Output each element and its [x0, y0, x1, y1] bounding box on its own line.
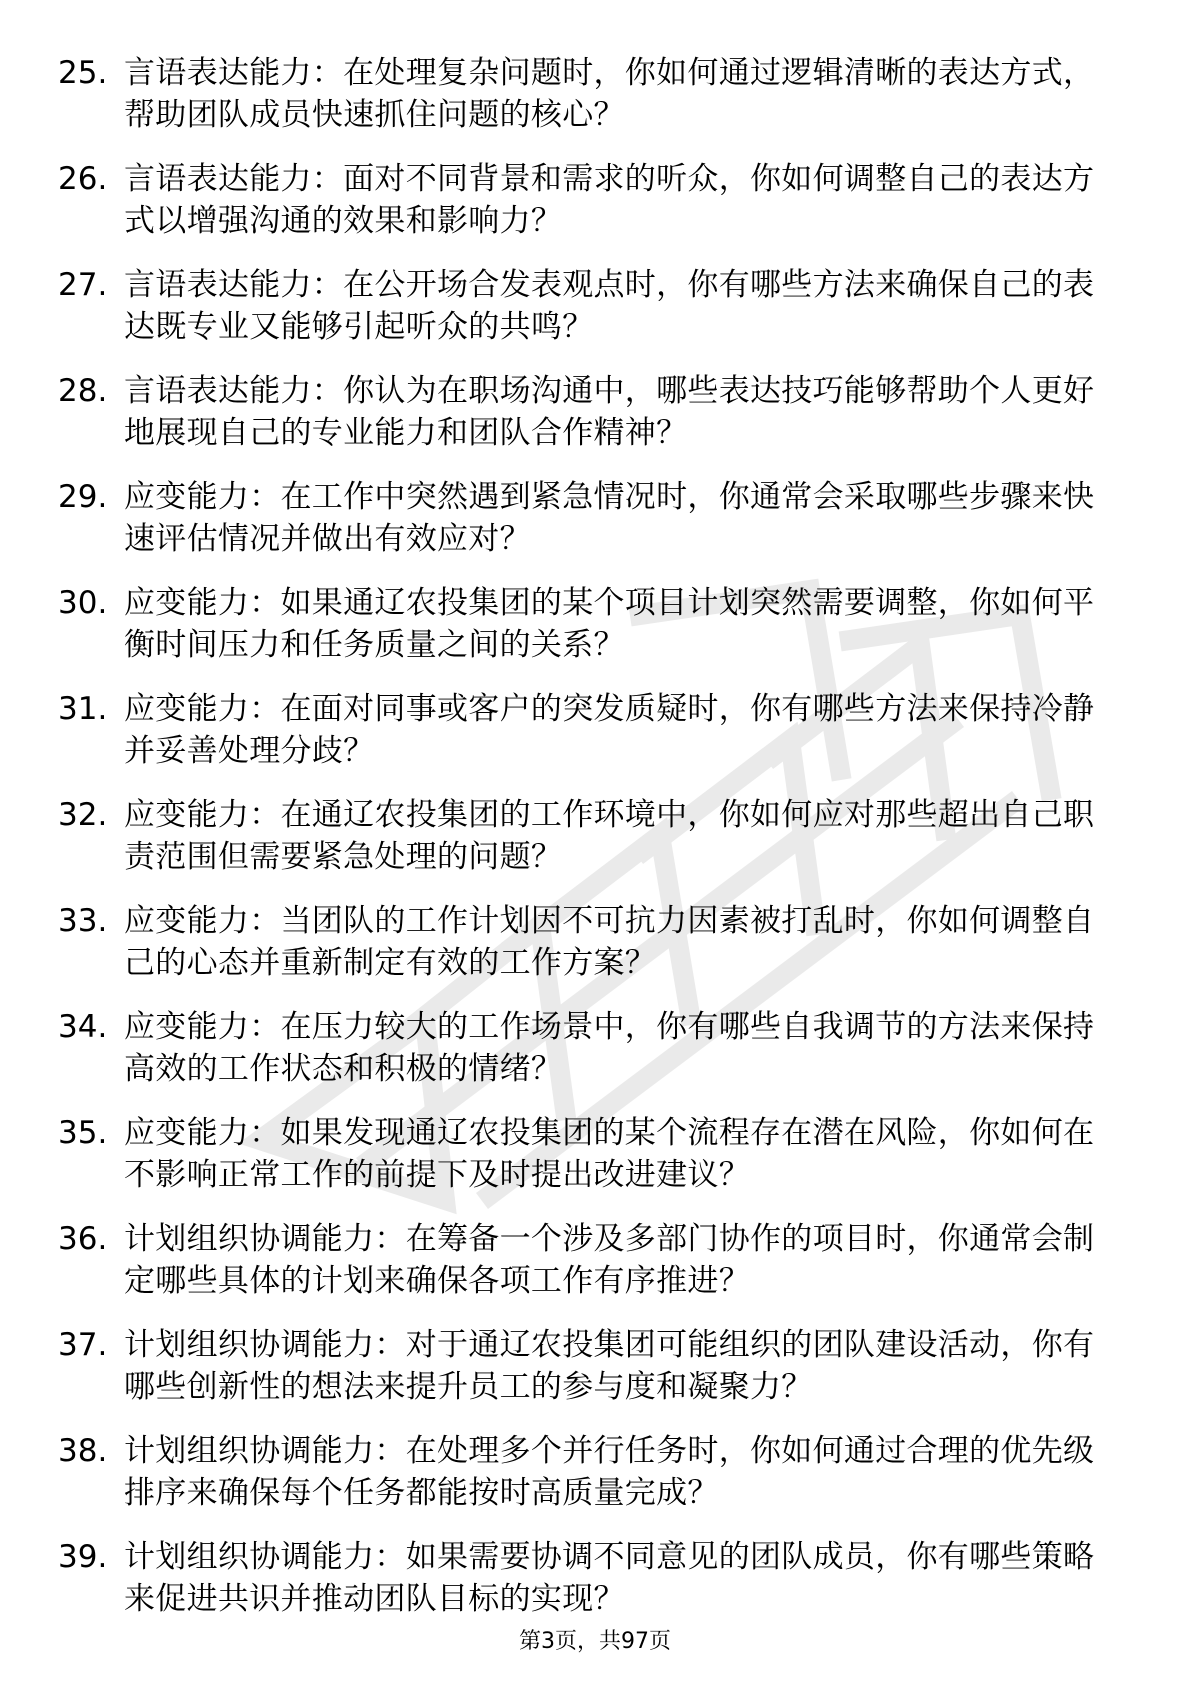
question-text: 言语表达能力：你认为在职场沟通中，哪些表达技巧能够帮助个人更好地展现自己的专业能力和团队合作精神？	[124, 373, 1095, 451]
question-number: 28.	[58, 373, 108, 409]
question-number: 39.	[58, 1539, 108, 1575]
list-item	[58, 52, 1138, 158]
list-item	[58, 1006, 1138, 1112]
question-number: 25.	[58, 55, 108, 91]
list-item	[58, 1112, 1138, 1218]
question-text: 应变能力：在通辽农投集团的工作环境中，你如何应对那些超出自己职责范围但需要紧急处理的问题？	[124, 797, 1095, 875]
question-text: 言语表达能力：在处理复杂问题时，你如何通过逻辑清晰的表达方式，帮助团队成员快速抓住问题的核心？	[124, 55, 1095, 133]
question-text: 计划组织协调能力：如果需要协调不同意见的团队成员，你有哪些策略来促进共识并推动团队目标的实现？	[124, 1539, 1095, 1617]
list-item	[58, 264, 1138, 370]
question-number: 27.	[58, 267, 108, 303]
question-text: 言语表达能力：面对不同背景和需求的听众，你如何调整自己的表达方式以增强沟通的效果和影响力？	[124, 161, 1095, 239]
list-item	[58, 476, 1138, 582]
question-number: 31.	[58, 691, 108, 727]
question-number: 32.	[58, 797, 108, 833]
list-item	[58, 370, 1138, 476]
list-item	[58, 158, 1138, 264]
list-item	[58, 1536, 1138, 1642]
question-text: 计划组织协调能力：在处理多个并行任务时，你如何通过合理的优先级排序来确保每个任务都能按时高质量完成？	[124, 1433, 1095, 1511]
question-text: 应变能力：在面对同事或客户的突发质疑时，你有哪些方法来保持冷静并妥善处理分歧？	[124, 691, 1095, 769]
question-number: 35.	[58, 1115, 108, 1151]
list-item	[58, 794, 1138, 900]
list-item	[58, 582, 1138, 688]
question-text: 应变能力：如果发现通辽农投集团的某个流程存在潜在风险，你如何在不影响正常工作的前提下及时提出改进建议？	[124, 1115, 1095, 1193]
question-number: 37.	[58, 1327, 108, 1363]
question-number: 36.	[58, 1221, 108, 1257]
list-item	[58, 1324, 1138, 1430]
list-item	[58, 1218, 1138, 1324]
question-text: 应变能力：在工作中突然遇到紧急情况时，你通常会采取哪些步骤来快速评估情况并做出有效应对？	[124, 479, 1095, 557]
list-item	[58, 900, 1138, 1006]
question-number: 30.	[58, 585, 108, 621]
question-number: 26.	[58, 161, 108, 197]
question-text: 应变能力：当团队的工作计划因不可抗力因素被打乱时，你如何调整自己的心态并重新制定有效的工作方案？	[124, 903, 1095, 981]
question-number: 34.	[58, 1009, 108, 1045]
page-footer: 第3页，共97页	[519, 1629, 671, 1654]
question-list	[58, 52, 1138, 1642]
question-text: 应变能力：在压力较大的工作场景中，你有哪些自我调节的方法来保持高效的工作状态和积极的情绪？	[124, 1009, 1095, 1087]
question-number: 33.	[58, 903, 108, 939]
question-text: 计划组织协调能力：对于通辽农投集团可能组织的团队建设活动，你有哪些创新性的想法来提升员工的参与度和凝聚力？	[124, 1327, 1095, 1405]
list-item	[58, 1430, 1138, 1536]
question-text: 计划组织协调能力：在筹备一个涉及多部门协作的项目时，你通常会制定哪些具体的计划来确保各项工作有序推进？	[124, 1221, 1095, 1299]
question-number: 29.	[58, 479, 108, 515]
list-item	[58, 688, 1138, 794]
question-number: 38.	[58, 1433, 108, 1469]
question-text: 言语表达能力：在公开场合发表观点时，你有哪些方法来确保自己的表达既专业又能够引起听众的共鸣？	[124, 267, 1095, 345]
question-text: 应变能力：如果通辽农投集团的某个项目计划突然需要调整，你如何平衡时间压力和任务质量之间的关系？	[124, 585, 1095, 663]
